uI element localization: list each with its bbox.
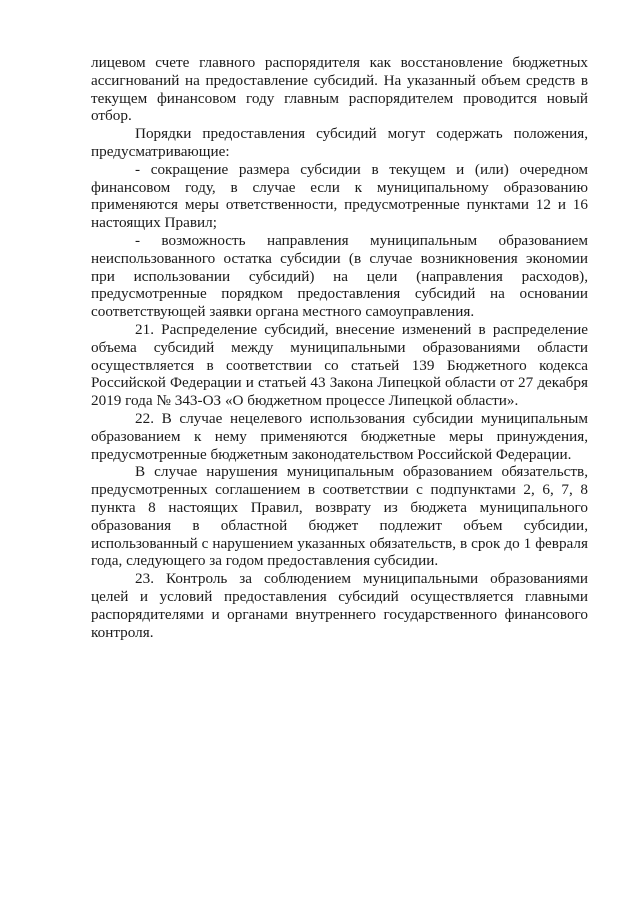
- paragraph-3: - сокращение размера субсидии в текущем и (или) очередном финансовом году, в случае если к муниципальному образованию применяются меры ответственности, предусмотренные пунктами 12 и 16 настоящих Правил;: [91, 160, 588, 232]
- paragraph-6: 22. В случае нецелевого использования субсидии муниципальным образованием к нему применяются бюджетные меры принуждения, предусмотренные бюджетным законодательством Российской Федерации.: [91, 409, 588, 463]
- paragraph-8: 23. Контроль за соблюдением муниципальными образованиями целей и условий предоставления субсидий осуществляется главными распорядителями и органами внутреннего государственного финансового контроля.: [91, 570, 588, 641]
- paragraph-4: - возможность направления муниципальным образованием неиспользованного остатка субсидии (в случае возникновения экономии при использовании субсидий) на цели (направления расходов), предусмотренные порядком предоставления субсидий на основании соответствующей заявки органа местного самоуправления.: [91, 231, 588, 321]
- paragraph-2: Порядки предоставления субсидий могут содержать положения, предусматривающие:: [91, 125, 588, 160]
- paragraph-1: лицевом счете главного распорядителя как восстановление бюджетных ассигнований на предоставление субсидий. На указанный объем средств в текущем финансовом году главным распорядителем проводится новый отбор.: [91, 54, 588, 125]
- paragraph-5: 21. Распределение субсидий, внесение изменений в распределение объема субсидий между муниципальными образованиями области осуществляется в соответствии со статьей 139 Бюджетного кодекса Российской Федерации и статьей 43 Закона Липецкой области от 27 декабря 2019 года № 343-ОЗ «О бюджетном процессе Липецкой области».: [91, 320, 588, 410]
- paragraph-7: В случае нарушения муниципальным образованием обязательств, предусмотренных соглашением в соответствии с подпунктами 2, 6, 7, 8 пункта 8 настоящих Правил, возврату из бюджета муниципального образования в областной бюджет подлежит объем субсидии, использованный с нарушением указанных обязательств, в срок до 1 февраля года, следующего за годом предоставления субсидии.: [91, 463, 588, 570]
